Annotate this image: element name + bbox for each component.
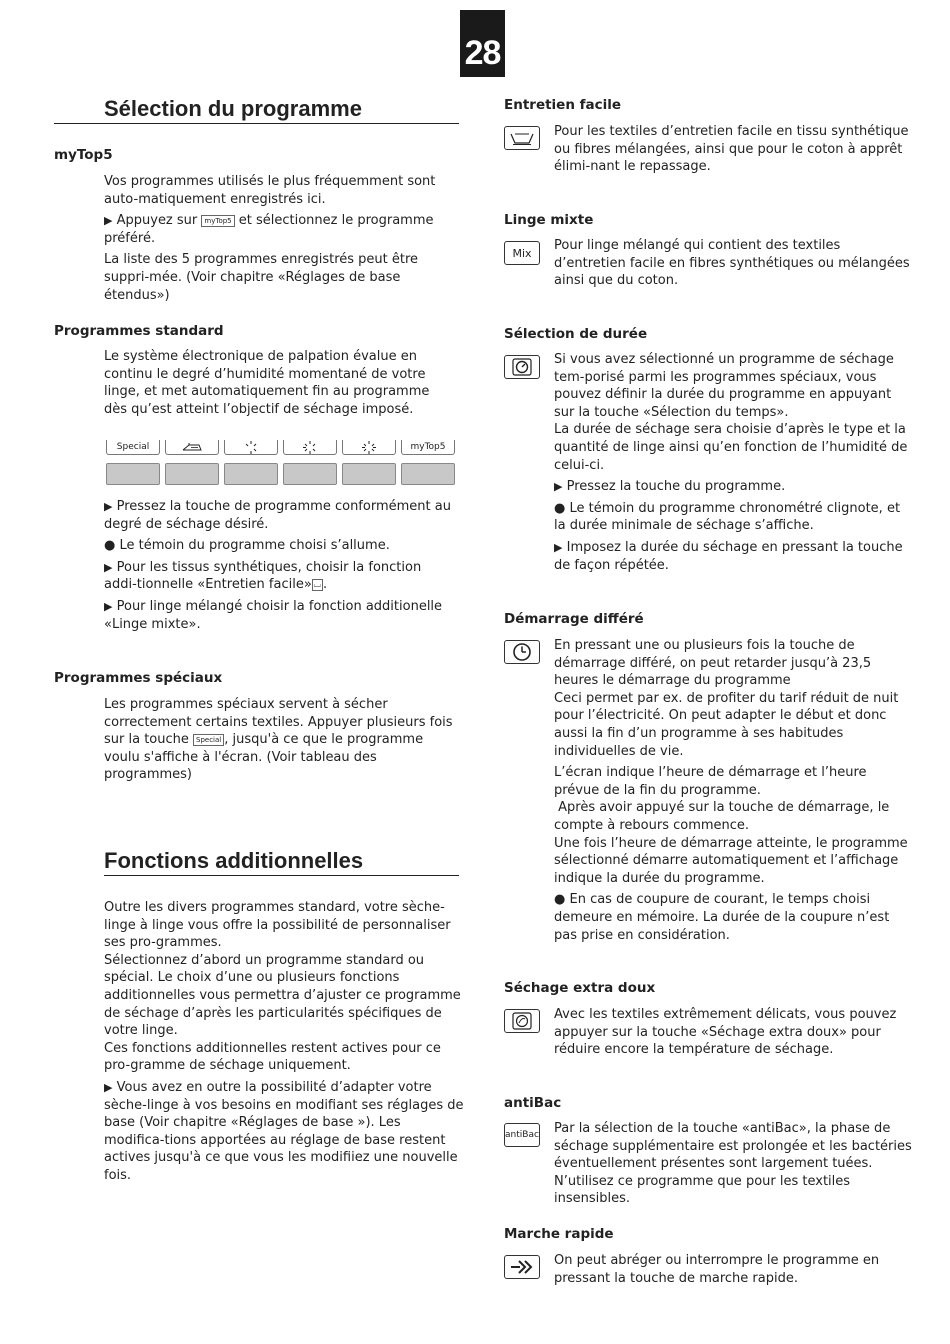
standard-p1: Le système électronique de palpation évalue en continu le degré d’humidité momentané de votre linge, et met automatiquement fin au programme dès qu’est atteint l’objectif de séchage imposé. [104, 349, 430, 417]
heading-rapide: Marche rapide [504, 1226, 614, 1242]
differe-p1: En pressant une ou plusieurs fois la touche de démarrage différé, on peut retarder jusqu’à 23,5 heures le démarrage du programme [554, 638, 872, 689]
dry-2-icon [283, 440, 337, 455]
key-special[interactable] [106, 440, 160, 485]
fonctions-p3: Ces fonctions additionnelles restent actives pour ce pro-gramme de séchage uniquement. [104, 1040, 441, 1074]
fast-forward-icon [504, 1255, 540, 1279]
arrow-bullet-icon: ▶ [554, 540, 563, 554]
heading-mixte: Linge mixte [504, 212, 594, 228]
differe-body [554, 637, 914, 944]
mix-icon: Mix [504, 241, 540, 265]
section-title-selection: Sélection du programme [104, 96, 362, 121]
key-dry-1[interactable] [224, 440, 278, 485]
heading-duree: Sélection de durée [504, 326, 648, 342]
heading-mytop5: myTop5 [54, 147, 113, 163]
key-iron-button[interactable] [165, 463, 219, 485]
duree-b3 [554, 539, 912, 574]
differe-p5: Une fois l’heure de démarrage atteinte, le programme sélectionné démarre automatiquement et l’affichage indique la durée du programme. [554, 835, 908, 886]
doux-text: Avec les textiles extrêmement délicats, vous pouvez appuyer sur la touche «Séchage extra doux» pour réduire encore la température de séchage. [554, 1007, 897, 1058]
key-special-button[interactable] [106, 463, 160, 485]
rapide-text: On peut abréger ou interrompre le programme en pressant la touche de marche rapide. [554, 1253, 880, 1286]
arrow-bullet-icon: ▶ [104, 214, 113, 228]
speciaux-p1 [104, 696, 456, 784]
heading-differe: Démarrage différé [504, 611, 644, 627]
standard-bullets [104, 498, 456, 633]
mixte-text: Pour linge mélangé qui contient des textiles d’entretien facile en fibres synthétiques ou mélangées ainsi que du coton. [554, 238, 910, 289]
key-mytop5[interactable] [401, 440, 455, 485]
duree-b2 [554, 500, 912, 535]
heading-antibac: antiBac [504, 1095, 562, 1111]
easy-care-inline-icon: ⌴ [313, 579, 321, 590]
key-dry-2[interactable] [283, 440, 337, 485]
standard-b4-text: Pour linge mélangé choisir la fonction additionelle «Linge mixte». [104, 598, 443, 632]
program-keys-panel [106, 440, 456, 486]
key-mytop5-button[interactable] [401, 463, 455, 485]
standard-b3: ▶ Pour les tissus synthétiques, choisir la fonction addi-tionnelle «Entretien facile» ⌴ . [104, 559, 422, 593]
heading-standard: Programmes standard [54, 323, 224, 339]
standard-b2-text: Le témoin du programme choisi s’allume. [119, 538, 390, 554]
key-mytop5-label: myTop5 [401, 440, 455, 455]
antibac-icon: antiBac [504, 1123, 540, 1147]
arrow-bullet-icon: ▶ [104, 599, 113, 613]
mytop5-p2 [104, 212, 464, 247]
standard-b1 [104, 498, 456, 533]
duree-b3-text: Imposez la durée du séchage en pressant la touche de façon répétée. [554, 539, 903, 573]
easy-care-icon [504, 126, 540, 150]
key-dry-1-button[interactable] [224, 463, 278, 485]
fonctions-p1: Outre les divers programmes standard, votre sèche-linge à linge vous offre la possibilité de personnaliser ses pro-grammes. [104, 900, 451, 951]
heading-doux: Séchage extra doux [504, 980, 656, 996]
key-dry-3[interactable] [342, 440, 396, 485]
title-rule [104, 875, 459, 876]
mytop5-body [104, 173, 464, 304]
standard-b2 [104, 537, 456, 555]
antibac-text: Par la sélection de la touche «antiBac», la phase de séchage supplémentaire est prolongée et les bactéries éventuellement présentes sont largement tuées. N’utilisez ce programme que pour les textiles insensibles. [554, 1121, 912, 1207]
standard-b1-text: Pressez la touche de programme conformément au degré de séchage désiré. [104, 499, 451, 532]
differe-p2: Ceci permet par ex. de profiter du tarif réduit de nuit pour l’électricité. On peut adapter le début et donc aussi la fin d’un programme à ses habitudes individuelles de vie. [554, 690, 899, 759]
arrow-bullet-icon: ▶ [554, 480, 563, 494]
dot-bullet-icon: ● [554, 892, 566, 908]
delicate-icon [504, 1009, 540, 1033]
duree-body [554, 351, 912, 574]
standard-b3-text: Pour les tissus synthétiques, choisir la fonction addi-tionnelle «Entretien facile» [104, 559, 422, 593]
page-number: 28 [460, 10, 505, 77]
fonctions-p4 [104, 1079, 464, 1185]
dry-1-icon [224, 440, 278, 455]
duree-b1 [554, 478, 912, 496]
dot-bullet-icon: ● [104, 538, 116, 554]
fonctions-p4-text: Vous avez en outre la possibilité d’adapter votre sèche-linge à vos besoins en modifiant ses réglages de base (Voir chapitre «Réglages de base »). Les modifica-tions apportées au réglage de base restent actives jusqu'à ce que vous les modifiiez une nouvelle fois. [104, 1079, 464, 1183]
arrow-bullet-icon: ▶ [104, 560, 113, 574]
special-key-icon: Special [193, 734, 224, 746]
section-title-fonctions: Fonctions additionnelles [104, 848, 364, 873]
differe-p4: Après avoir appuyé sur la touche de démarrage, le compte à rebours commence. [554, 800, 894, 833]
key-dry-2-button[interactable] [283, 463, 337, 485]
key-iron[interactable] [165, 440, 219, 485]
duree-p1: Si vous avez sélectionné un programme de séchage tem-porisé parmi les programmes spéciaux, vous pouvez définir la durée du programme en appuyant sur la touche «Sélection du temps». [554, 352, 894, 420]
key-special-label: Special [106, 440, 160, 455]
mytop5-p2-pre: Appuyez sur [116, 213, 198, 229]
standard-b4 [104, 598, 456, 633]
clock-icon [504, 640, 540, 664]
dot-bullet-icon: ● [554, 500, 566, 516]
differe-p3: L’écran indique l’heure de démarrage et l’heure prévue de la fin du programme. [554, 765, 867, 798]
mytop5-p3: La liste des 5 programmes enregistrés peut être suppri-mée. (Voir chapitre «Réglages de base étendus») [104, 252, 419, 303]
fonctions-p2: Sélectionnez d’abord un programme standard ou spécial. Le choix d’une ou plusieurs fonctions additionnelles vous permettra d’ajuster ce programme de séchage d’après les particularités spécifiques de votre linge. [104, 952, 461, 1039]
mytop5-p1: Vos programmes utilisés le plus fréquemment sont auto-matiquement enregistrés ici. [104, 174, 436, 207]
entretien-text: Pour les textiles d’entretien facile en tissu synthétique ou fibres mélangées, ainsi que pour le coton à apprêt élimi-nant le repassage. [554, 124, 909, 175]
mytop5-p2-post: et sélectionnez le programme préféré. [104, 213, 434, 246]
timer-icon [504, 355, 540, 379]
fonctions-body [104, 899, 464, 1185]
arrow-bullet-icon: ▶ [104, 1080, 113, 1094]
mytop5-key-icon: myTop5 [201, 215, 234, 227]
arrow-bullet-icon: ▶ [104, 500, 113, 513]
differe-b1-text: En cas de coupure de courant, le temps choisi demeure en mémoire. La durée de la coupure n’est pas prise en considération. [554, 892, 890, 943]
duree-p2: La durée de séchage sera choisie d’après le type et la quantité de linge ainsi qu’en fonction de l’humidité de celui-ci. [554, 422, 908, 473]
dry-3-icon [342, 440, 396, 455]
heading-entretien: Entretien facile [504, 97, 622, 113]
iron-icon [165, 440, 219, 455]
speciaux-p1-pre: Les programmes spéciaux servent à sécher correctement certains textiles. Appuyer plusieurs fois sur la touche [104, 697, 453, 748]
heading-speciaux: Programmes spéciaux [54, 670, 223, 686]
key-dry-3-button[interactable] [342, 463, 396, 485]
duree-b2-text: Le témoin du programme chronométré clignote, et la durée minimale de séchage s’affiche. [554, 500, 901, 534]
duree-b1-text: Pressez la touche du programme. [566, 479, 786, 495]
differe-b1 [554, 891, 914, 944]
speciaux-p1-post: , jusqu'à ce que le programme voulu s'affiche à l'écran. (Voir tableau des programmes) [104, 732, 424, 783]
title-rule [54, 123, 459, 124]
